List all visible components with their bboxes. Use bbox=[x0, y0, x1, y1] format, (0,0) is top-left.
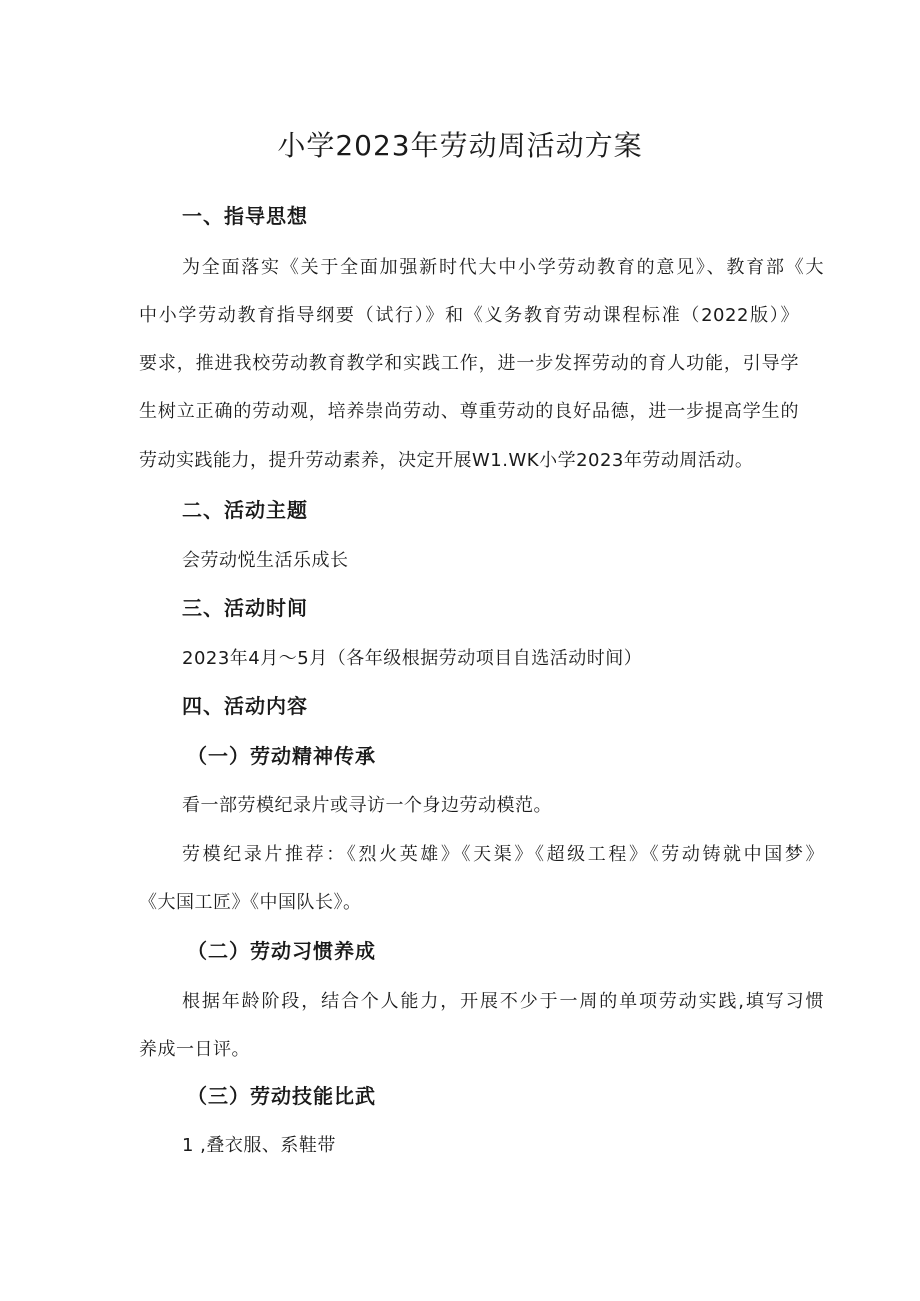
paragraph-line: 看一部劳模纪录片或寻访一个身边劳动模范。 bbox=[182, 795, 552, 816]
subsection-heading-labor-habits: （二）劳动习惯养成 bbox=[187, 939, 376, 963]
paragraph-line: 劳动实践能力，提升劳动素养，决定开展W1.WK小学2023年劳动周活动。 bbox=[139, 450, 754, 471]
paragraph-line: 根据年龄阶段，结合个人能力，开展不少于一周的单项劳动实践,填写习惯 bbox=[182, 991, 824, 1012]
paragraph-line: 劳模纪录片推荐：《烈火英雄》《天渠》《超级工程》《劳动铸就中国梦》 bbox=[182, 844, 824, 865]
section-heading-content: 四、活动内容 bbox=[182, 694, 308, 718]
list-item: 1 ,叠衣服、系鞋带 bbox=[182, 1135, 336, 1156]
paragraph-line: 生树立正确的劳动观，培养崇尚劳动、尊重劳动的良好品德，进一步提高学生的 bbox=[139, 401, 799, 422]
paragraph-line: 养成一日评。 bbox=[139, 1039, 250, 1060]
section-heading-guiding-ideology: 一、指导思想 bbox=[182, 204, 308, 228]
paragraph-line: 《大国工匠》《中国队长》。 bbox=[139, 892, 362, 913]
paragraph-line: 中小学劳动教育指导纲要（试行）》和《义务教育劳动课程标准（2022版）》 bbox=[139, 305, 799, 326]
time-text: 2023年4月～5月（各年级根据劳动项目自选活动时间） bbox=[182, 648, 643, 669]
subsection-heading-labor-spirit: （一）劳动精神传承 bbox=[187, 744, 376, 768]
document-title: 小学2023年劳动周活动方案 bbox=[277, 129, 643, 162]
paragraph-line: 要求，推进我校劳动教育教学和实践工作，进一步发挥劳动的育人功能，引导学 bbox=[139, 353, 799, 374]
theme-text: 会劳动悦生活乐成长 bbox=[182, 550, 349, 571]
paragraph-line: 为全面落实《关于全面加强新时代大中小学劳动教育的意见》、教育部《大 bbox=[182, 257, 824, 278]
section-heading-time: 三、活动时间 bbox=[182, 596, 308, 620]
section-heading-theme: 二、活动主题 bbox=[182, 498, 308, 522]
subsection-heading-labor-skills: （三）劳动技能比武 bbox=[187, 1084, 376, 1108]
